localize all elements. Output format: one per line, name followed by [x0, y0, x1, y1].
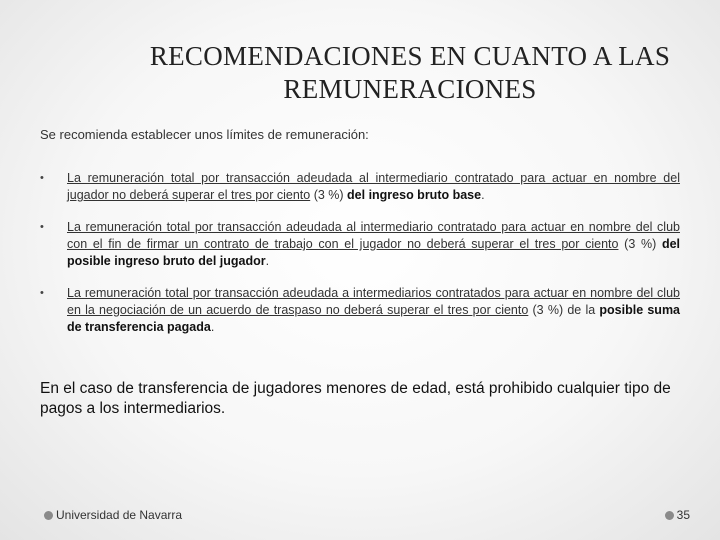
recommendation-item-player — [40, 170, 680, 204]
recommendation-emphasis: del posible ingreso bruto del jugador — [67, 237, 680, 268]
conclusion-text: En el caso de transferencia de jugadores menores de edad, está prohibido cualquier tipo de pagos a los intermediarios. — [40, 380, 671, 417]
recommendation-item-club-contract — [40, 219, 680, 270]
page-number: 35 — [676, 508, 690, 522]
institution-name: Universidad de Navarra — [56, 508, 183, 522]
recommendation-percentage: (3 %) — [618, 237, 662, 251]
recommendation-text: La remuneración total por transacción adeudada al intermediario contratado para actuar en nombre del jugador no deberá superar el tres por ciento — [67, 171, 680, 202]
footer-page — [665, 508, 690, 522]
recommendation-text: La remuneración total por transacción adeudada al intermediario contratado para actuar en nombre del club con el fin de firmar un contrato de trabajo con el jugador no deberá superar el tres por ciento — [67, 220, 680, 251]
bullet-icon: • — [40, 172, 44, 184]
recommendation-emphasis: del ingreso bruto base — [347, 188, 482, 202]
recommendation-end: . — [210, 320, 215, 334]
recommendation-emphasis: posible suma de transferencia pagada — [67, 303, 681, 334]
slide-title: RECOMENDACIONES EN CUANTO A LAS REMUNERACIONES — [149, 41, 671, 104]
recommendation-end: . — [265, 254, 270, 268]
bullet-icon: • — [40, 287, 44, 299]
recommendation-percentage: (3 %) de la — [528, 303, 600, 317]
recommendation-list — [40, 170, 680, 336]
footer-institution — [44, 508, 182, 522]
recommendation-end: . — [481, 188, 485, 202]
intro-text: Se recomienda establecer unos límites de remuneración: — [40, 127, 369, 142]
bullet-icon: • — [40, 221, 44, 233]
recommendation-item-club-transfer — [40, 285, 680, 336]
recommendation-percentage: (3 %) — [310, 188, 348, 202]
bullet-dot-icon — [665, 511, 674, 520]
bullet-dot-icon — [44, 511, 53, 520]
recommendation-text: La remuneración total por transacción adeudada a intermediarios contratados para actuar en nombre del club en la negociación de un acuerdo de traspaso no deberá superar el tres por ciento — [67, 286, 680, 317]
